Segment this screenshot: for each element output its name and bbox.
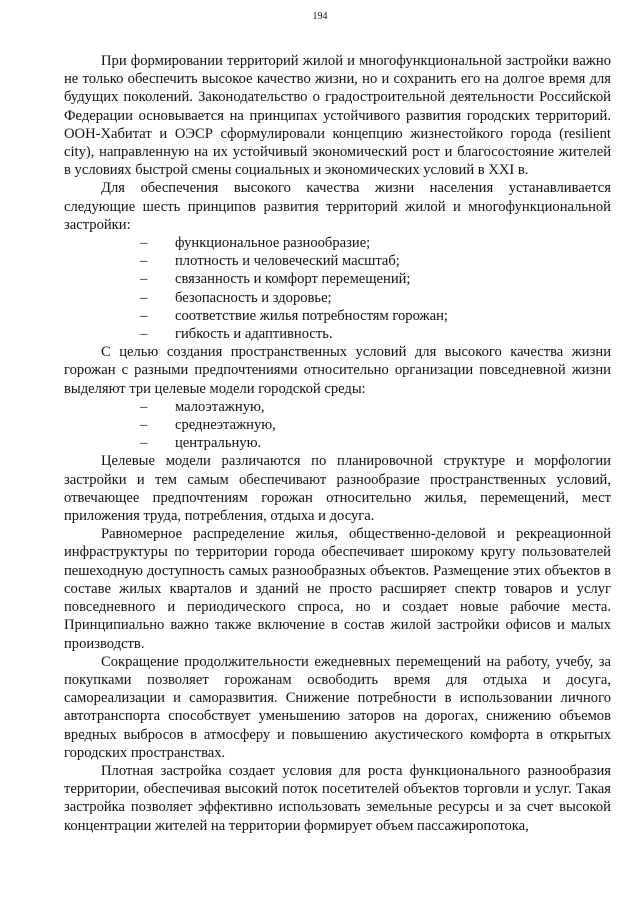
list-dash: – xyxy=(140,307,148,324)
list-item xyxy=(64,234,611,252)
list-item xyxy=(64,416,611,434)
paragraph-distribution: Равномерное распределение жилья, общественно-деловой и рекреационной инфраструктуры по территории города обеспечивает широкому кругу пользователей пешеходную доступность самых разнообразных объектов. Размещение этих объектов в составе жилых кварталов и зданий не просто расширяет спектр товаров и услуг повседневного и периодического спроса, но и создает новые рабочие места. Принципиально важно также включение в состав жилой застройки офисов и малых производств. xyxy=(64,526,611,652)
list-item-text: центральную. xyxy=(175,435,262,452)
target-models-list xyxy=(64,398,611,453)
paragraph-target-models: Целевые модели различаются по планировочной структуре и морфологии застройки и тем самым обеспечивают разнообразие пространственных условий, отвечающее предпочтениям горожан относительно жилья, перемещений, мест приложения труда, потребления, отдыха и досуга. xyxy=(64,453,611,525)
list-item xyxy=(64,252,611,270)
list-item xyxy=(64,307,611,325)
list-dash: – xyxy=(140,253,148,270)
paragraph-principles-lead: Для обеспечения высокого качества жизни населения устанавливается следующие шесть принципов развития территорий жилой и многофункциональной застройки: xyxy=(64,180,611,233)
list-dash: – xyxy=(140,417,148,434)
list-dash: – xyxy=(140,326,148,343)
list-item-text: гибкость и адаптивность. xyxy=(175,326,333,343)
list-item-text: малоэтажную, xyxy=(175,398,265,415)
list-item-text: связанность и комфорт перемещений; xyxy=(175,271,411,288)
list-item-text: среднеэтажную, xyxy=(175,417,276,434)
page-number: 194 xyxy=(312,11,328,22)
list-item xyxy=(64,434,611,452)
list-item-text: функциональное разнообразие; xyxy=(175,235,371,252)
list-dash: – xyxy=(140,271,148,288)
list-item-text: плотность и человеческий масштаб; xyxy=(175,253,400,270)
list-item-text: безопасность и здоровье; xyxy=(175,289,332,306)
list-dash: – xyxy=(140,398,148,415)
list-item-text: соответствие жилья потребностям горожан; xyxy=(175,307,448,324)
paragraph-density: Плотная застройка создает условия для роста функционального разнообразия территории, обеспечивая высокий поток посетителей объектов торговли и услуг. Такая застройка позволяет эффективно использовать земельные ресурсы и за счет высокой концентрации жителей на территории формирует объем пассажиропотока, xyxy=(64,762,611,834)
list-dash: – xyxy=(140,435,148,452)
paragraph-intro: При формировании территорий жилой и многофункциональной застройки важно не только обеспечить высокое качество жизни, но и сохранить его на долгое время для будущих поколений. Законодательство о градостроительной деятельности Российской Федерации основывается на принципах устойчивого развития городских территорий. ООН-Хабитат и ОЭСР сформулировали концепцию жизнестойкого города (resilient city), направленную на их устойчивый экономический рост и благосостояние жителей в условиях быстрой смены социальных и экономических условий в XXI в. xyxy=(64,53,611,179)
paragraph-commute: Сокращение продолжительности ежедневных перемещений на работу, учебу, за покупками позволяет горожанам освободить время для отдыха и досуга, самореализации и саморазвития. Снижение потребности в использовании личного автотранспорта способствует уменьшению заторов на дорогах, снижению объемов вредных выбросов в атмосферу и повышению акустического комфорта в открытых городских пространствах. xyxy=(64,653,611,761)
list-dash: – xyxy=(140,235,148,252)
page-body xyxy=(64,52,611,835)
list-item xyxy=(64,289,611,307)
list-item xyxy=(64,270,611,288)
list-item xyxy=(64,398,611,416)
list-item xyxy=(64,325,611,343)
list-dash: – xyxy=(140,289,148,306)
paragraph-target-models-lead: С целью создания пространственных условий для высокого качества жизни горожан с разными предпочтениями относительно организации повседневной жизни выделяют три целевые модели городской среды: xyxy=(64,344,611,397)
principles-list xyxy=(64,234,611,343)
